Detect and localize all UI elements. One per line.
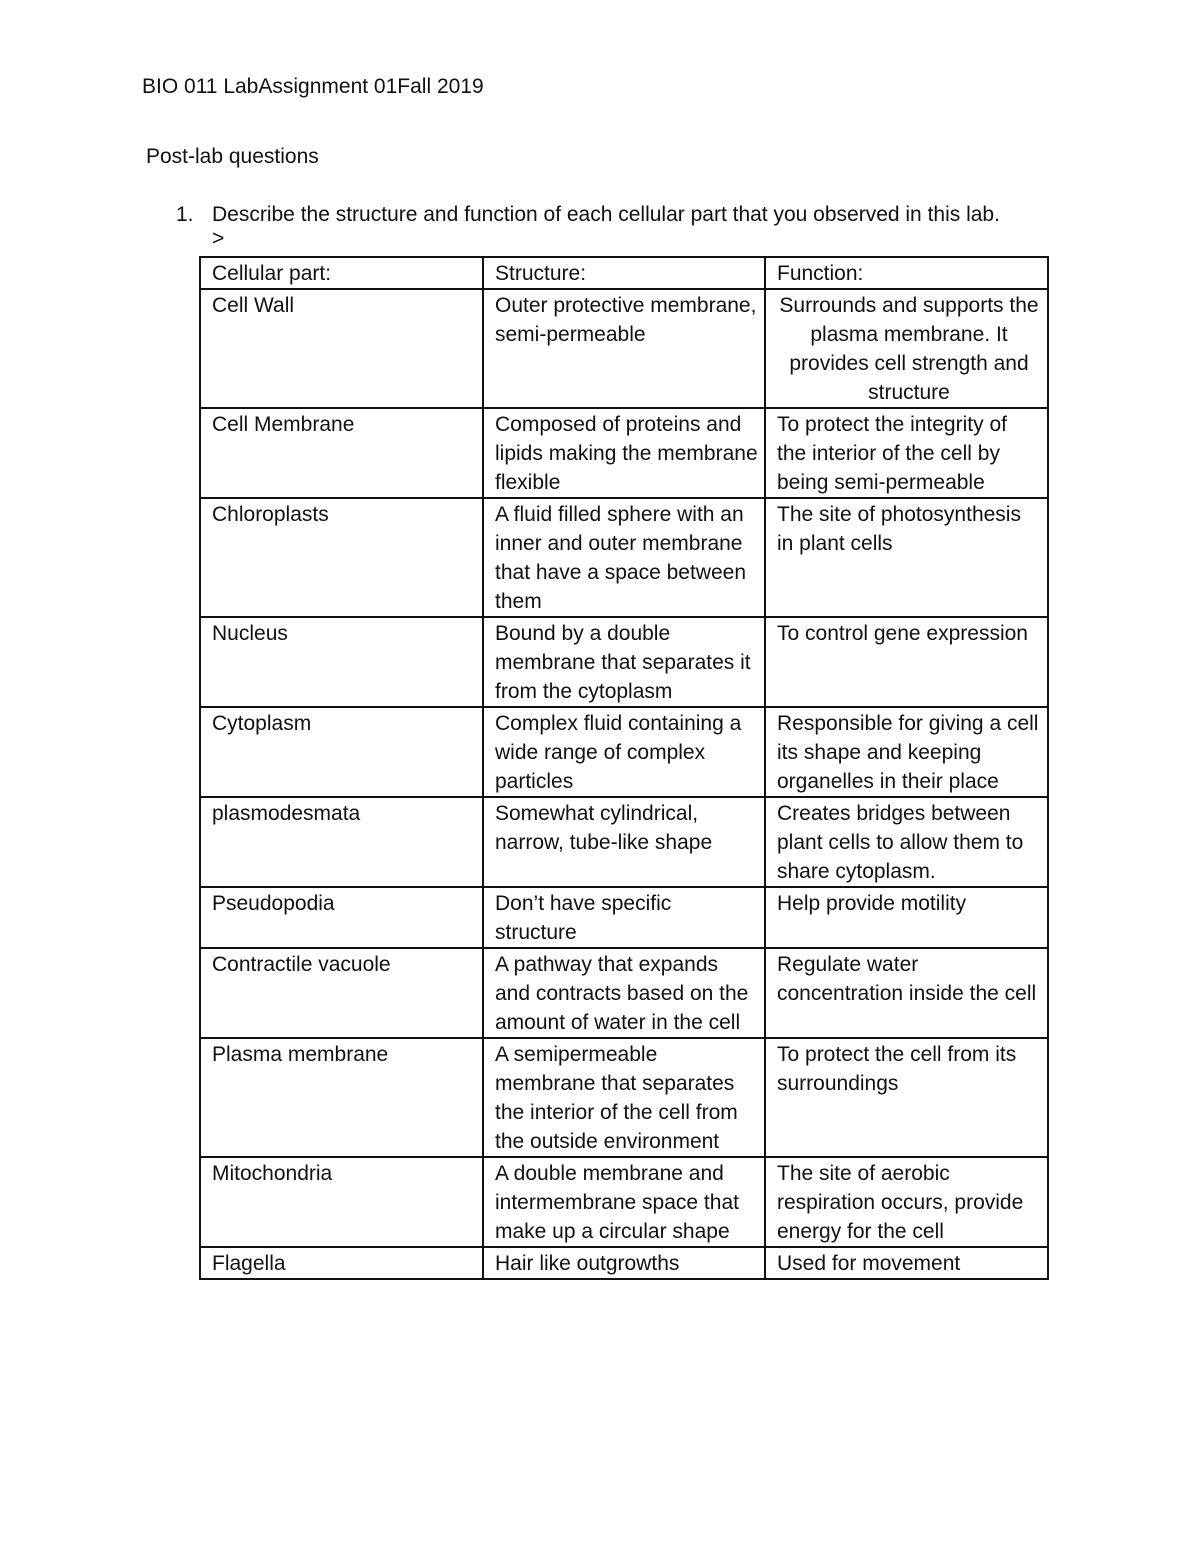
cell-function: Help provide motility [765,887,1048,948]
cell-part-name: Contractile vacuole [200,948,483,1038]
cell-part-name: Chloroplasts [200,498,483,617]
cell-part-name: Cytoplasm [200,707,483,797]
question-1 [176,202,1056,251]
cell-structure: Bound by a double membrane that separates it from the cytoplasm [483,617,765,707]
header-structure: Structure: [483,257,765,289]
cell-part-name: Cell Membrane [200,408,483,498]
cell-part-name: Flagella [200,1247,483,1279]
cell-part-name: Pseudopodia [200,887,483,948]
cell-structure: Outer protective membrane, semi-permeable [483,289,765,408]
cell-structure: Somewhat cylindrical, narrow, tube-like shape [483,797,765,887]
cellular-parts-table [199,256,1049,1280]
table-row [200,707,1048,797]
cell-function: The site of aerobic respiration occurs, provide energy for the cell [765,1157,1048,1247]
table-row [200,498,1048,617]
cell-function: Surrounds and supports the plasma membrane. It provides cell strength and structure [765,289,1048,408]
cell-function: Creates bridges between plant cells to allow them to share cytoplasm. [765,797,1048,887]
question-text: Describe the structure and function of each cellular part that you observed in this lab. [212,203,1000,226]
cell-function: Used for movement [765,1247,1048,1279]
cell-structure: A pathway that expands and contracts based on the amount of water in the cell [483,948,765,1038]
table-row [200,1247,1048,1279]
cell-function: To protect the integrity of the interior of the cell by being semi-permeable [765,408,1048,498]
cell-structure: Hair like outgrowths [483,1247,765,1279]
cell-structure: Composed of proteins and lipids making the membrane flexible [483,408,765,498]
answer-marker: > [212,227,225,250]
table-row [200,887,1048,948]
document-header: BIO 011 LabAssignment 01Fall 2019 [142,75,484,98]
cell-structure: A semipermeable membrane that separates the interior of the cell from the outside environment [483,1038,765,1157]
cell-part-name: Nucleus [200,617,483,707]
table-row [200,1157,1048,1247]
cell-structure: Don’t have specific structure [483,887,765,948]
table-row [200,617,1048,707]
cell-function: The site of photosynthesis in plant cells [765,498,1048,617]
table-header-row [200,257,1048,289]
header-cellular-part: Cellular part: [200,257,483,289]
cell-function: Regulate water concentration inside the cell [765,948,1048,1038]
cell-function: Responsible for giving a cell its shape and keeping organelles in their place [765,707,1048,797]
cell-structure: Complex fluid containing a wide range of complex particles [483,707,765,797]
cell-part-name: plasmodesmata [200,797,483,887]
table-row [200,797,1048,887]
cell-function: To protect the cell from its surroundings [765,1038,1048,1157]
cell-part-name: Plasma membrane [200,1038,483,1157]
question-number: 1. [176,203,194,226]
header-function: Function: [765,257,1048,289]
section-title: Post-lab questions [146,145,319,168]
cell-part-name: Mitochondria [200,1157,483,1247]
table-row [200,289,1048,408]
cell-structure: A fluid filled sphere with an inner and outer membrane that have a space between them [483,498,765,617]
table-row [200,1038,1048,1157]
cell-structure: A double membrane and intermembrane space that make up a circular shape [483,1157,765,1247]
cell-function: To control gene expression [765,617,1048,707]
table-row [200,948,1048,1038]
cell-part-name: Cell Wall [200,289,483,408]
table-row [200,408,1048,498]
table-body [200,257,1048,1279]
